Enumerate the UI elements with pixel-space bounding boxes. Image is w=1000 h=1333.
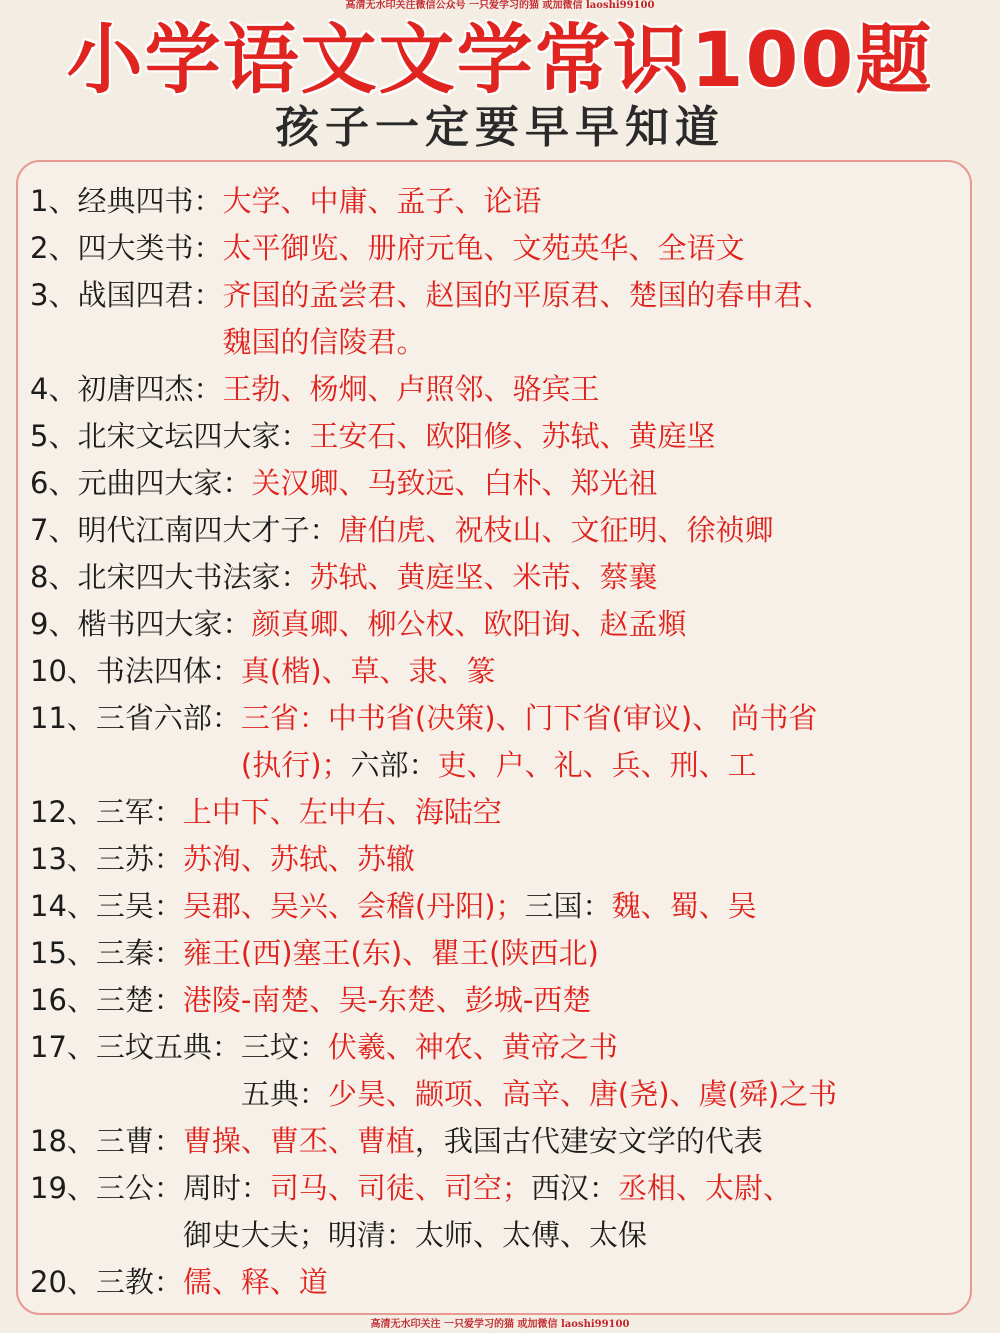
item-sublabel: 太师、太傅、太保 bbox=[414, 1218, 647, 1252]
item-value: 港陵-南楚、吴-东楚、彭城-西楚 bbox=[182, 983, 592, 1017]
list-item bbox=[30, 883, 960, 930]
item-value: 太平御览、册府元龟、文苑英华、全语文 bbox=[222, 231, 745, 265]
item-label: 14、三吴： bbox=[30, 889, 183, 923]
list-item-continuation bbox=[30, 1071, 960, 1118]
list-item bbox=[30, 1259, 960, 1306]
item-label: 6、元曲四大家： bbox=[30, 466, 252, 500]
item-value: 魏、蜀、吴 bbox=[611, 889, 757, 923]
item-label: 13、三苏： bbox=[30, 842, 183, 876]
item-value: 伏羲、神农、黄帝之书 bbox=[327, 1030, 618, 1064]
item-label: 8、北宋四大书法家： bbox=[30, 560, 310, 594]
list-item-continuation bbox=[30, 319, 960, 366]
item-value: 吏、户、礼、兵、刑、工 bbox=[437, 748, 757, 782]
item-label: 10、书法四体： bbox=[30, 654, 241, 688]
page-title: 小学语文文学常识100题 bbox=[66, 15, 934, 104]
list-item bbox=[30, 178, 960, 225]
item-value: 雍王(西)塞王(东)、瞿王(陕西北) bbox=[182, 936, 599, 970]
item-sublabel: 御史大夫； bbox=[182, 1218, 328, 1252]
list-item bbox=[30, 930, 960, 977]
item-label: 2、四大类书： bbox=[30, 231, 223, 265]
item-label: 11、三省六部： bbox=[30, 701, 241, 735]
item-value: 上中下、左中右、海陆空 bbox=[182, 795, 502, 829]
item-label: 12、三军： bbox=[30, 795, 183, 829]
item-sublabel: 西汉： bbox=[530, 1171, 618, 1205]
item-label: 19、三公： bbox=[30, 1171, 183, 1205]
item-value: 王勃、杨炯、卢照邻、骆宾王 bbox=[222, 372, 600, 406]
item-label: 16、三楚： bbox=[30, 983, 183, 1017]
list-item bbox=[30, 1024, 960, 1071]
list-item bbox=[30, 601, 960, 648]
item-value: 唐伯虎、祝枝山、文征明、徐祯卿 bbox=[338, 513, 774, 547]
item-value: 苏洵、苏轼、苏辙 bbox=[182, 842, 415, 876]
item-label: 15、三秦： bbox=[30, 936, 183, 970]
item-label: 4、初唐四杰： bbox=[30, 372, 223, 406]
item-label: 3、战国四君： bbox=[30, 278, 223, 312]
list-item bbox=[30, 836, 960, 883]
item-label: 17、三坟五典： bbox=[30, 1030, 241, 1064]
list-item-continuation bbox=[30, 742, 960, 789]
list-item bbox=[30, 977, 960, 1024]
list-item bbox=[30, 413, 960, 460]
item-value: 关汉卿、马致远、白朴、郑光祖 bbox=[251, 466, 658, 500]
item-label: 18、三曹： bbox=[30, 1124, 183, 1158]
item-value: 吴郡、吴兴、会稽(丹阳)； bbox=[182, 889, 525, 923]
list-item-continuation bbox=[30, 1212, 960, 1259]
list-item bbox=[30, 648, 960, 695]
item-label: 7、明代江南四大才子： bbox=[30, 513, 339, 547]
item-sublabel: 三国： bbox=[524, 889, 612, 923]
item-sublabel: 明清： bbox=[327, 1218, 415, 1252]
list-item bbox=[30, 460, 960, 507]
item-value: 少昊、颛项、高辛、唐(尧)、虞(舜)之书 bbox=[327, 1077, 838, 1111]
item-value: 三省：中书省(决策)、门下省(审议)、 尚书省 bbox=[240, 701, 818, 735]
watermark-top: 高清无水印关注微信公众号 一只爱学习的猫 或加微信 laoshi99100 bbox=[345, 0, 655, 11]
list-item bbox=[30, 554, 960, 601]
watermark-bottom: 高清无水印关注 一只爱学习的猫 或加微信 laoshi99100 bbox=[370, 1319, 630, 1330]
item-sublabel: ，我国古代建安文学的代表 bbox=[414, 1124, 763, 1158]
item-value: 丞相、太尉、 bbox=[617, 1171, 792, 1205]
list-item bbox=[30, 225, 960, 272]
item-label: 1、经典四书： bbox=[30, 184, 223, 218]
list-item bbox=[30, 366, 960, 413]
page-subtitle: 孩子一定要早早知道 bbox=[275, 102, 725, 153]
item-value: 曹操、曹丕、曹植 bbox=[182, 1124, 415, 1158]
item-value: 苏轼、黄庭坚、米芾、蔡襄 bbox=[309, 560, 658, 594]
item-value: 齐国的孟尝君、赵国的平原君、楚国的春申君、 bbox=[222, 278, 832, 312]
item-sublabel: 三坟： bbox=[240, 1030, 328, 1064]
list-item bbox=[30, 695, 960, 742]
item-value: 魏国的信陵君。 bbox=[222, 325, 426, 359]
item-sublabel: 周时： bbox=[182, 1171, 270, 1205]
item-sublabel: 五典： bbox=[240, 1077, 328, 1111]
item-value: 儒、释、道 bbox=[182, 1265, 328, 1299]
item-label: 5、北宋文坛四大家： bbox=[30, 419, 310, 453]
list-item bbox=[30, 507, 960, 554]
list-item bbox=[30, 1118, 960, 1165]
item-value: (执行)； bbox=[240, 748, 351, 782]
list-item bbox=[30, 789, 960, 836]
item-label: 9、楷书四大家： bbox=[30, 607, 252, 641]
item-value: 真(楷)、草、隶、篆 bbox=[240, 654, 496, 688]
item-sublabel: 六部： bbox=[350, 748, 438, 782]
list-item bbox=[30, 1165, 960, 1212]
item-value: 颜真卿、柳公权、欧阳询、赵孟頫 bbox=[251, 607, 687, 641]
item-value: 大学、中庸、孟子、论语 bbox=[222, 184, 542, 218]
item-value: 司马、司徒、司空； bbox=[269, 1171, 531, 1205]
list-item bbox=[30, 272, 960, 319]
item-value: 王安石、欧阳修、苏轼、黄庭坚 bbox=[309, 419, 716, 453]
knowledge-list bbox=[30, 178, 960, 1306]
item-label: 20、三教： bbox=[30, 1265, 183, 1299]
